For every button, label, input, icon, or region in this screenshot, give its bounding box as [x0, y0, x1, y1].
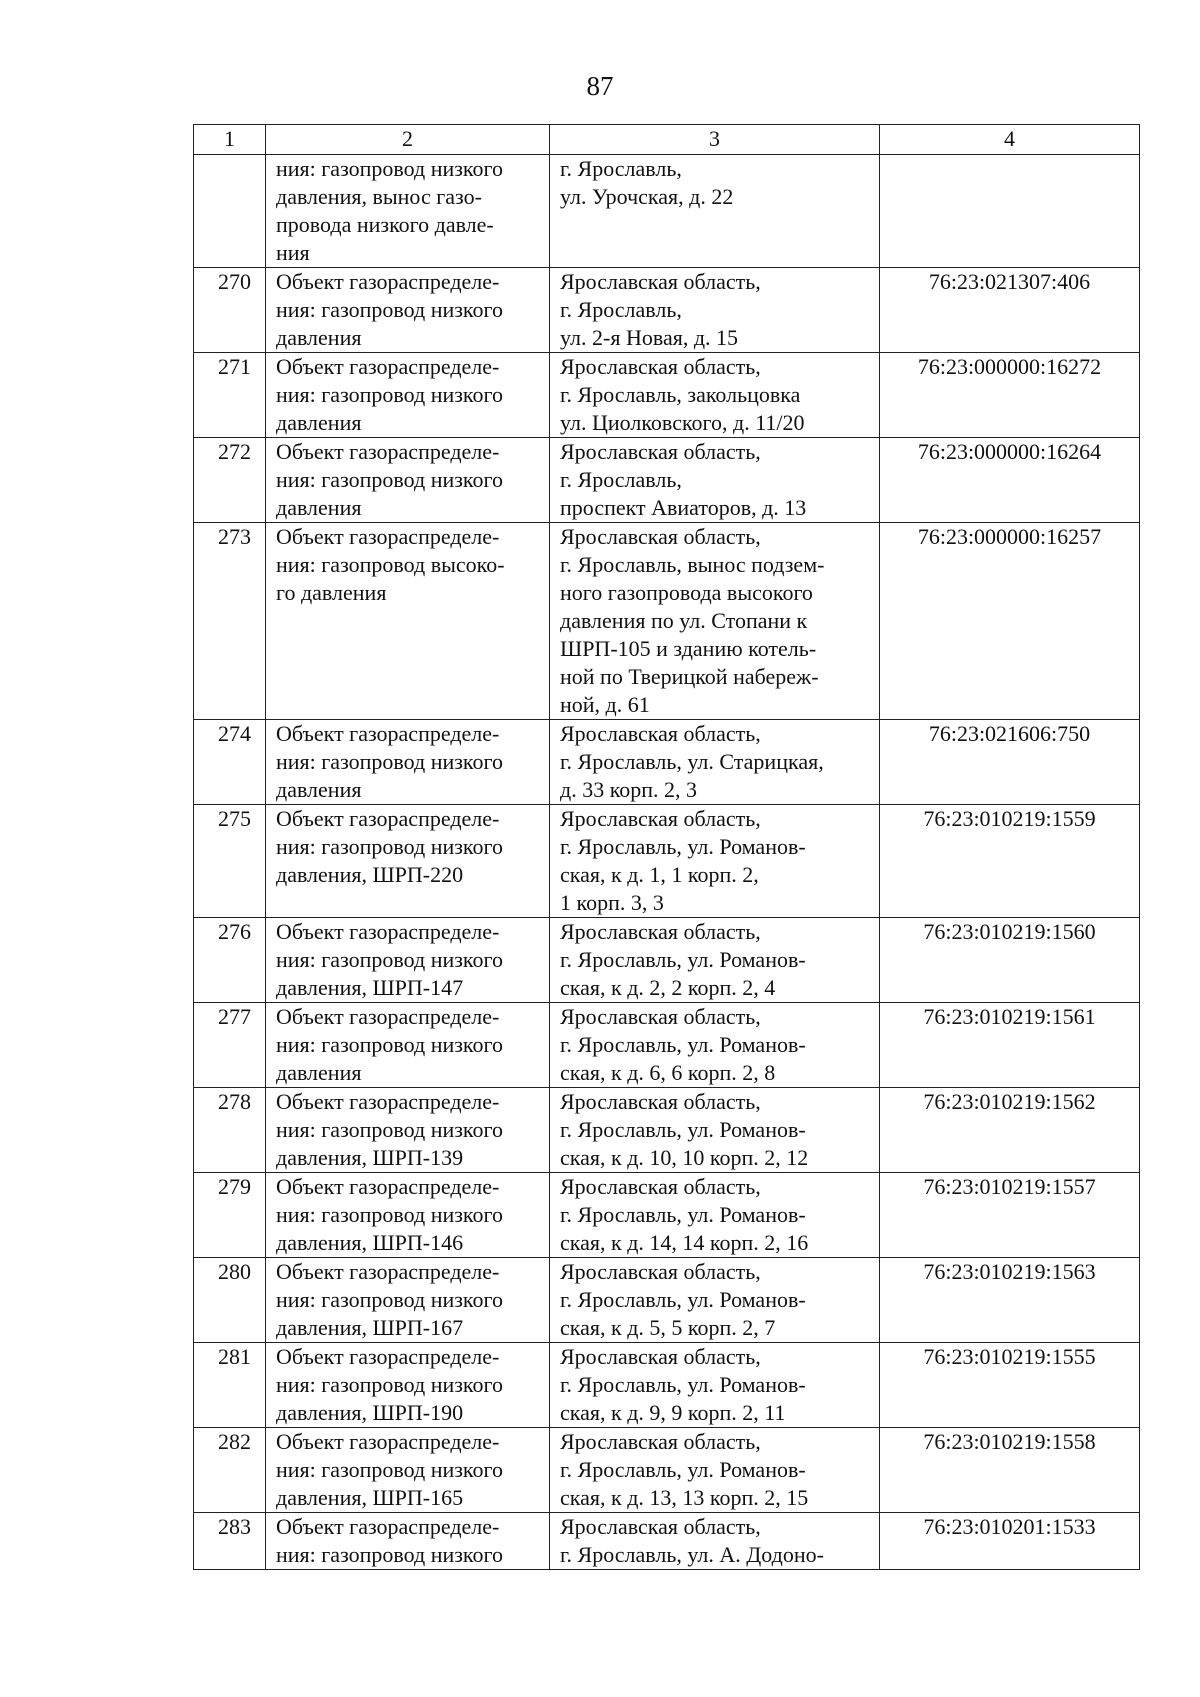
cadastral-number-cell: 76:23:021606:750	[880, 720, 1140, 805]
object-name-cell: Объект газораспределе- ния: газопровод низкого давления	[266, 1003, 550, 1088]
table-row	[194, 1088, 1140, 1173]
address-cell: Ярославская область, г. Ярославль, ул. Романов- ская, к д. 14, 14 корп. 2, 16	[550, 1173, 880, 1258]
cadastral-number-cell	[880, 155, 1140, 268]
address-cell: Ярославская область, г. Ярославль, ул. Романов- ская, к д. 5, 5 корп. 2, 7	[550, 1258, 880, 1343]
column-header-4: 4	[880, 125, 1140, 155]
cadastral-number-cell: 76:23:010219:1557	[880, 1173, 1140, 1258]
row-number-cell: 282	[194, 1428, 266, 1513]
table-row	[194, 1513, 1140, 1570]
object-name-cell: Объект газораспределе- ния: газопровод низкого	[266, 1513, 550, 1570]
address-cell: Ярославская область, г. Ярославль, ул. Старицкая, д. 33 корп. 2, 3	[550, 720, 880, 805]
table-row	[194, 1343, 1140, 1428]
object-name-cell: Объект газораспределе- ния: газопровод низкого давления	[266, 268, 550, 353]
row-number-cell: 279	[194, 1173, 266, 1258]
column-header-2: 2	[266, 125, 550, 155]
table-row	[194, 1258, 1140, 1343]
table-row	[194, 1173, 1140, 1258]
page-number: 87	[586, 71, 614, 101]
address-cell: г. Ярославль, ул. Урочская, д. 22	[550, 155, 880, 268]
row-number-cell: 273	[194, 523, 266, 720]
row-number-cell: 276	[194, 918, 266, 1003]
row-number-cell: 270	[194, 268, 266, 353]
row-number-cell: 271	[194, 353, 266, 438]
object-name-cell: Объект газораспределе- ния: газопровод низкого давления, ШРП-139	[266, 1088, 550, 1173]
object-name-cell: Объект газораспределе- ния: газопровод низкого давления	[266, 720, 550, 805]
table-row	[194, 523, 1140, 720]
cadastral-number-cell: 76:23:010219:1558	[880, 1428, 1140, 1513]
object-name-cell: Объект газораспределе- ния: газопровод низкого давления, ШРП-147	[266, 918, 550, 1003]
object-name-cell: Объект газораспределе- ния: газопровод низкого давления	[266, 353, 550, 438]
row-number-cell: 277	[194, 1003, 266, 1088]
row-number-cell: 278	[194, 1088, 266, 1173]
object-name-cell: Объект газораспределе- ния: газопровод низкого давления, ШРП-190	[266, 1343, 550, 1428]
table-header	[194, 125, 1140, 155]
table-row-continuation	[194, 155, 1140, 268]
object-name-cell: Объект газораспределе- ния: газопровод низкого давления, ШРП-167	[266, 1258, 550, 1343]
table-row	[194, 1003, 1140, 1088]
cadastral-number-cell: 76:23:010219:1562	[880, 1088, 1140, 1173]
address-cell: Ярославская область, г. Ярославль, ул. Романов- ская, к д. 1, 1 корп. 2, 1 корп. 3, 3	[550, 805, 880, 918]
row-number-cell: 283	[194, 1513, 266, 1570]
cadastral-number-cell: 76:23:000000:16272	[880, 353, 1140, 438]
table-row	[194, 1428, 1140, 1513]
object-name-cell: Объект газораспределе- ния: газопровод низкого давления, ШРП-146	[266, 1173, 550, 1258]
column-header-1: 1	[194, 125, 266, 155]
row-number-cell: 275	[194, 805, 266, 918]
table-row	[194, 720, 1140, 805]
object-name-cell: Объект газораспределе- ния: газопровод низкого давления, ШРП-165	[266, 1428, 550, 1513]
cadastral-number-cell: 76:23:010219:1563	[880, 1258, 1140, 1343]
row-number-cell: 280	[194, 1258, 266, 1343]
address-cell: Ярославская область, г. Ярославль, ул. А. Додоно-	[550, 1513, 880, 1570]
object-name-cell: Объект газораспределе- ния: газопровод низкого давления, ШРП-220	[266, 805, 550, 918]
address-cell: Ярославская область, г. Ярославль, ул. Романов- ская, к д. 13, 13 корп. 2, 15	[550, 1428, 880, 1513]
column-header-3: 3	[550, 125, 880, 155]
table-row	[194, 918, 1140, 1003]
cadastral-number-cell: 76:23:010201:1533	[880, 1513, 1140, 1570]
header-row	[194, 125, 1140, 155]
cadastral-number-cell: 76:23:010219:1555	[880, 1343, 1140, 1428]
row-number-cell: 281	[194, 1343, 266, 1428]
address-cell: Ярославская область, г. Ярославль, ул. Романов- ская, к д. 10, 10 корп. 2, 12	[550, 1088, 880, 1173]
object-name-cell: ния: газопровод низкого давления, вынос газо- провода низкого давле- ния	[266, 155, 550, 268]
table-body	[194, 155, 1140, 1570]
table-row	[194, 353, 1140, 438]
registry-table	[193, 124, 1140, 1570]
cadastral-number-cell: 76:23:010219:1561	[880, 1003, 1140, 1088]
table-row	[194, 268, 1140, 353]
table-row	[194, 805, 1140, 918]
address-cell: Ярославская область, г. Ярославль, ул. Романов- ская, к д. 2, 2 корп. 2, 4	[550, 918, 880, 1003]
cadastral-number-cell: 76:23:010219:1560	[880, 918, 1140, 1003]
cadastral-number-cell: 76:23:000000:16257	[880, 523, 1140, 720]
row-number-cell: 272	[194, 438, 266, 523]
address-cell: Ярославская область, г. Ярославль, ул. Романов- ская, к д. 6, 6 корп. 2, 8	[550, 1003, 880, 1088]
object-name-cell: Объект газораспределе- ния: газопровод высоко- го давления	[266, 523, 550, 720]
cadastral-number-cell: 76:23:000000:16264	[880, 438, 1140, 523]
object-name-cell: Объект газораспределе- ния: газопровод низкого давления	[266, 438, 550, 523]
cadastral-number-cell: 76:23:010219:1559	[880, 805, 1140, 918]
address-cell: Ярославская область, г. Ярославль, ул. Романов- ская, к д. 9, 9 корп. 2, 11	[550, 1343, 880, 1428]
address-cell: Ярославская область, г. Ярославль, закольцовка ул. Циолковского, д. 11/20	[550, 353, 880, 438]
table-row	[194, 438, 1140, 523]
address-cell: Ярославская область, г. Ярославль, вынос подзем- ного газопровода высокого давления по ул. Стопани к ШРП-105 и зданию котель- ной по Тверицкой набереж- ной, д. 61	[550, 523, 880, 720]
row-number-cell	[194, 155, 266, 268]
address-cell: Ярославская область, г. Ярославль, ул. 2-я Новая, д. 15	[550, 268, 880, 353]
row-number-cell: 274	[194, 720, 266, 805]
address-cell: Ярославская область, г. Ярославль, проспект Авиаторов, д. 13	[550, 438, 880, 523]
cadastral-number-cell: 76:23:021307:406	[880, 268, 1140, 353]
